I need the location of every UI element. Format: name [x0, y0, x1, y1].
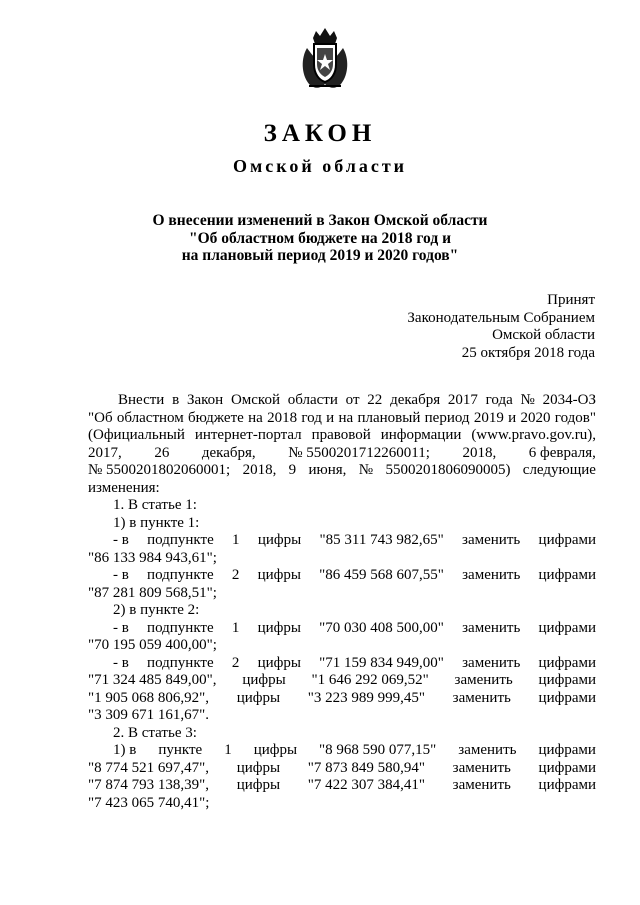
body-line: [88, 690, 596, 708]
body-word: "86 459 568 607,55": [319, 567, 444, 583]
body-word: (Официальный: [88, 427, 185, 443]
body-word: №: [358, 462, 374, 478]
body-word: цифрами: [538, 759, 596, 776]
body-word: в: [172, 392, 180, 408]
body-word: подпункте: [147, 654, 214, 671]
body-word: подпункте: [147, 567, 214, 583]
body-line: [88, 497, 596, 515]
body-word: подпункте: [147, 619, 214, 636]
body-line: [88, 760, 596, 778]
body-word: июня,: [308, 462, 347, 478]
body-word: № 5500201712260011;: [288, 444, 430, 461]
adoption-line: Законодательным Собранием: [407, 309, 595, 326]
body-word: декабря: [390, 392, 441, 408]
body-word: 2018,: [242, 462, 277, 478]
body-word: "7 423 065 740,41";: [88, 794, 210, 811]
body-word: интернет-портал: [194, 427, 302, 443]
body-word: цифры: [236, 759, 281, 776]
body-word: и: [508, 409, 517, 426]
body-word: Омской: [230, 392, 280, 408]
body-word: (www.pravo.gov.ru),: [471, 427, 596, 443]
coat-of-arms-icon: [295, 22, 355, 92]
body-word: на: [248, 409, 263, 426]
body-word: Закон: [186, 392, 224, 408]
body-word: подпункте: [147, 532, 214, 548]
body-word: "70 195 059 400,00";: [88, 637, 217, 653]
body-word: "86 133 984 943,61";: [88, 549, 217, 566]
body-word: "87 281 809 568,51";: [88, 584, 217, 601]
body-line: [88, 707, 596, 725]
body-word: №: [520, 392, 535, 408]
body-line: [88, 462, 596, 480]
body-word: "8 968 590 077,15": [319, 742, 437, 758]
body-line: [88, 742, 596, 760]
body-word: года: [485, 392, 513, 408]
body-word: 2018,: [462, 444, 497, 461]
body-word: следующие: [522, 462, 596, 478]
body-word: цифры: [253, 742, 298, 758]
document-title: ЗАКОН: [263, 120, 377, 147]
body-word: 6 февраля,: [528, 444, 596, 461]
adoption-block: [407, 292, 595, 362]
body-word: "71 159 834 949,00": [319, 654, 444, 671]
body-line: [88, 392, 596, 410]
body-word: "3 309 671 161,67".: [88, 707, 209, 723]
body-word: цифрами: [538, 532, 596, 548]
body-word: заменить: [452, 689, 511, 706]
body-word: "7 422 307 384,41": [307, 777, 425, 793]
body-word: цифры: [257, 619, 301, 636]
body-word: изменения:: [88, 479, 160, 496]
body-line: [88, 445, 596, 463]
body-word: "Об: [88, 409, 113, 426]
body-word: пункте: [158, 742, 203, 758]
body-word: 26: [154, 444, 170, 461]
body-word: цифрами: [538, 689, 596, 706]
adoption-date: 25 октября 2018 года: [461, 344, 595, 361]
body-word: заменить: [454, 672, 513, 688]
body-word: 2020: [520, 409, 551, 426]
body-word: Внести: [118, 392, 165, 408]
body-word: "1 646 292 069,52": [311, 672, 429, 688]
body-word: заменить: [458, 742, 517, 758]
body-word: 5500201806090005): [385, 462, 511, 478]
body-word: от: [345, 392, 360, 408]
body-line: [88, 567, 596, 585]
body-word: заменить: [462, 567, 521, 583]
body-word: 1. В статье 1:: [113, 497, 197, 513]
body-word: 2019: [473, 409, 504, 426]
body-word: заменить: [462, 654, 521, 671]
law-heading-line: "Об областном бюджете на 2018 год и: [188, 229, 452, 247]
body-word: 1: [224, 742, 232, 758]
body-word: цифрами: [538, 654, 596, 671]
body-word: период: [424, 409, 470, 426]
body-word: 2) в пункте 2:: [113, 602, 200, 618]
body-word: - в: [113, 567, 129, 583]
body-line: [88, 725, 596, 743]
body-word: год: [301, 409, 322, 426]
body-word: цифрами: [538, 777, 596, 793]
body-word: информации: [380, 427, 462, 443]
body-word: "8 774 521 697,47",: [88, 759, 209, 776]
body-word: и: [326, 409, 335, 426]
body-word: цифры: [236, 777, 281, 793]
body-line: [88, 672, 596, 690]
adoption-line: Омской области: [492, 327, 595, 343]
body-word: - в: [113, 532, 129, 548]
body-word: 1: [231, 619, 240, 636]
body-word: "70 030 408 500,00": [319, 619, 444, 636]
body-word: годов": [554, 409, 596, 426]
body-word: 1) в: [113, 742, 137, 758]
body-word: 22: [367, 392, 383, 408]
body-word: 2018: [267, 409, 298, 426]
body-word: цифры: [236, 689, 281, 706]
body-word: "1 905 068 806,92",: [88, 689, 209, 706]
body-word: цифрами: [538, 742, 596, 758]
body-line: [88, 795, 596, 813]
body-word: "85 311 743 982,65": [319, 532, 444, 548]
body-word: заменить: [452, 759, 511, 776]
body-word: "7 874 793 138,39",: [88, 777, 209, 793]
body-word: "7 873 849 580,94": [307, 759, 425, 776]
law-body: [88, 392, 596, 812]
body-word: цифрами: [538, 672, 596, 688]
body-line: [88, 515, 596, 533]
law-heading-line: О внесении изменений в Закон Омской области: [152, 212, 488, 229]
body-line: [88, 655, 596, 673]
body-word: правовой: [311, 427, 371, 443]
body-word: цифрами: [538, 619, 596, 636]
body-word: 9: [288, 462, 297, 478]
body-word: цифры: [257, 532, 302, 548]
body-word: 2: [231, 567, 240, 583]
body-word: заменить: [462, 619, 521, 636]
body-word: 2. В статье 3:: [113, 724, 197, 741]
body-word: "3 223 989 999,45": [307, 689, 425, 706]
adoption-line: Принят: [547, 292, 595, 308]
body-line: [88, 480, 596, 498]
body-line: [88, 427, 596, 445]
body-word: 1: [232, 532, 240, 548]
body-line: [88, 532, 596, 550]
body-line: [88, 777, 596, 795]
body-word: бюджете: [188, 409, 244, 426]
body-word: декабря,: [201, 444, 256, 461]
body-word: цифрами: [538, 567, 596, 583]
body-word: цифры: [257, 654, 301, 671]
body-word: № 5500201802060001;: [88, 462, 231, 478]
body-word: 2: [231, 654, 240, 671]
body-word: "71 324 485 849,00",: [88, 672, 217, 688]
body-word: 2017: [447, 392, 478, 408]
body-word: заменить: [452, 777, 511, 793]
body-word: цифры: [257, 567, 301, 583]
body-word: - в: [113, 654, 129, 671]
body-line: [88, 585, 596, 603]
body-word: цифры: [242, 672, 286, 688]
body-line: [88, 637, 596, 655]
body-word: заменить: [462, 532, 521, 548]
body-word: на: [338, 409, 354, 426]
law-heading-line: на плановый период 2019 и 2020 годов": [181, 247, 459, 264]
body-line: [88, 410, 596, 428]
body-word: 1) в пункте 1:: [113, 514, 200, 531]
law-heading: [0, 212, 640, 265]
body-word: области: [287, 392, 338, 408]
body-line: [88, 620, 596, 638]
body-word: 2034-ОЗ: [542, 392, 596, 408]
body-line: [88, 602, 596, 620]
body-word: областном: [116, 409, 184, 426]
body-word: плановый: [357, 409, 421, 426]
body-word: 2017,: [88, 444, 122, 461]
document-subtitle: Омской области: [232, 156, 408, 176]
body-word: - в: [113, 619, 129, 636]
body-line: [88, 550, 596, 568]
